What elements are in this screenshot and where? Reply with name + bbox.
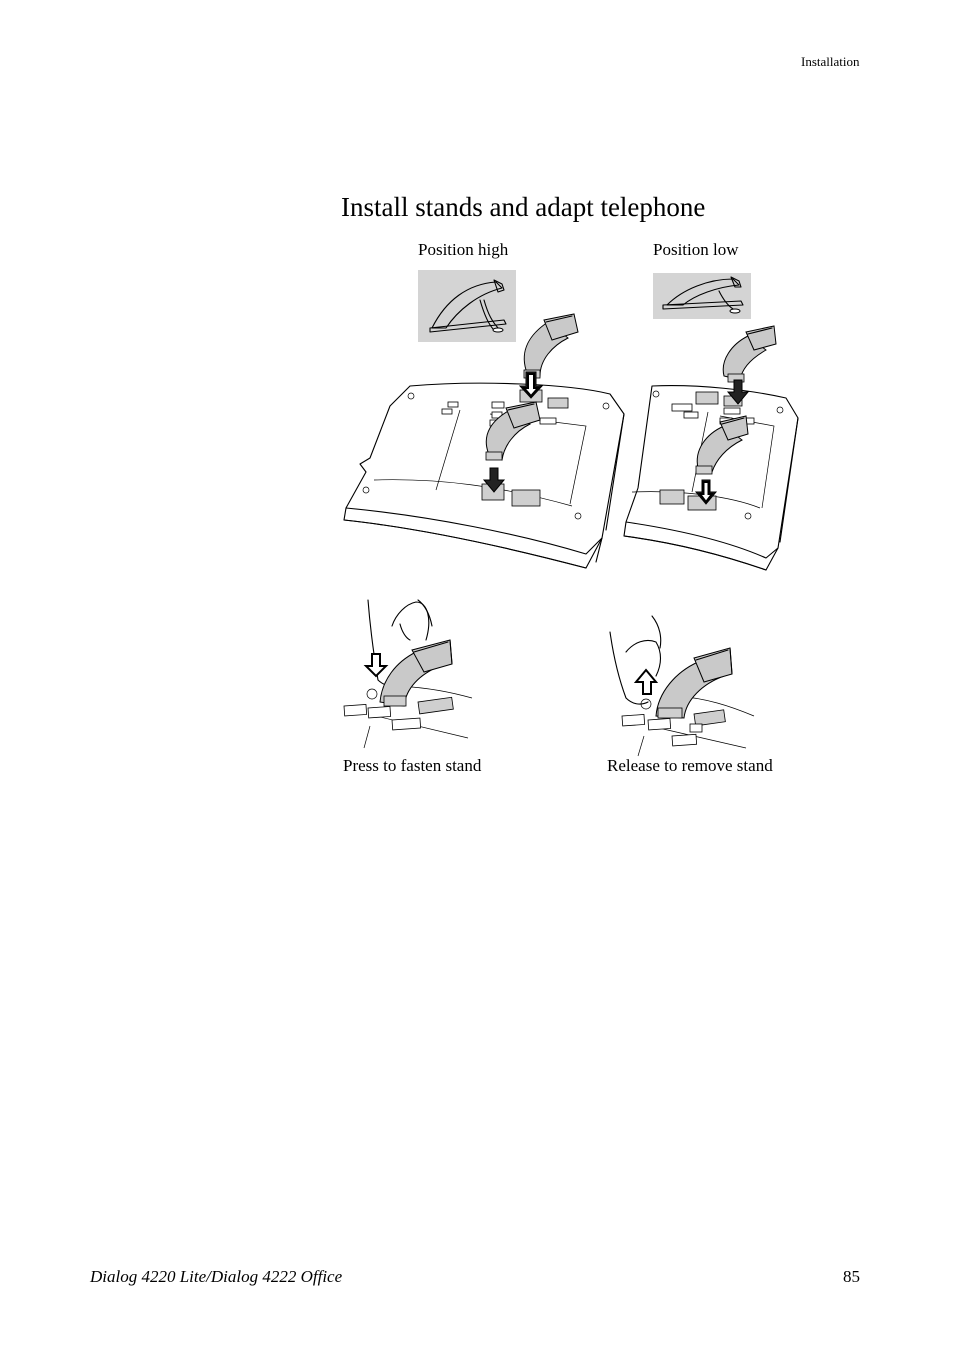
page-number: 85 bbox=[843, 1267, 860, 1286]
release-to-remove-illustration bbox=[606, 612, 756, 758]
telephone-low-position-thumbnail bbox=[653, 273, 751, 319]
press-to-fasten-illustration bbox=[340, 596, 475, 746]
press-caption: Press to fasten stand bbox=[343, 756, 482, 775]
running-header: Installation bbox=[801, 54, 860, 69]
page-title: Install stands and adapt telephone bbox=[341, 192, 706, 222]
phone-underside-low-illustration bbox=[620, 322, 800, 572]
release-caption: Release to remove stand bbox=[607, 756, 773, 775]
footer-product-name: Dialog 4220 Lite/Dialog 4222 Office bbox=[90, 1267, 343, 1286]
position-low-label: Position low bbox=[653, 240, 739, 259]
phone-underside-high-illustration bbox=[340, 310, 630, 572]
position-high-label: Position high bbox=[418, 240, 509, 259]
